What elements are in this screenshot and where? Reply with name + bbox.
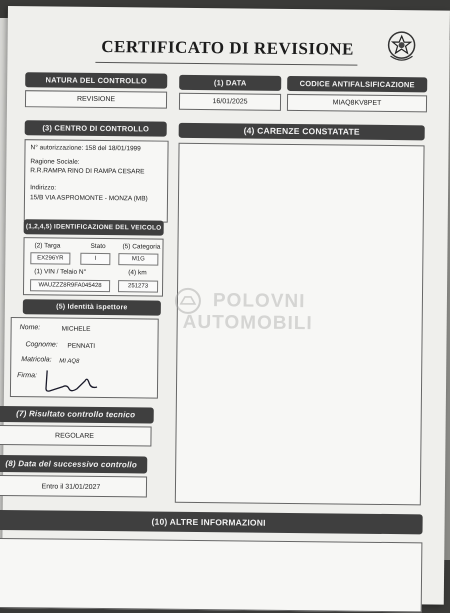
km-value: 251273 [118,280,158,292]
vin-value: WAUZZZ8R9FA045428 [30,279,110,292]
km-label: (4) km [128,269,147,277]
veicolo-box [23,237,164,296]
nome-value: MICHELE [61,325,91,333]
certificate-sheet [2,6,450,605]
cognome-label: Cognome: [25,341,58,349]
inspector-signature [41,366,101,395]
firma-label: Firma: [17,372,38,380]
matricola-value: MI AQ8 [59,358,80,365]
altre-header: (10) ALTRE INFORMAZIONI [0,510,423,534]
targa-label: (2) Targa [34,242,61,250]
watermark-line2: AUTOMOBILI [182,311,313,335]
cognome-value: PENNATI [67,342,96,350]
risultato-value: REGOLARE [0,425,152,447]
data-header: (1) DATA [179,75,281,91]
risultato-header: (7) Risultato controllo tecnico [0,406,154,424]
stato-value: I [80,253,110,265]
title-underline [95,62,357,66]
categoria-label: (5) Categoria [122,243,161,251]
nome-label: Nome: [19,324,41,332]
data-value: 16/01/2025 [179,93,281,111]
veicolo-header: (1,2,4,5) IDENTIFICAZIONE DEL VEICOLO [24,219,164,235]
matricola-label: Matricola: [21,356,52,364]
carenze-header: (4) CARENZE CONSTATATE [179,123,425,141]
ispettore-box [10,317,159,399]
natura-value: REVISIONE [25,90,167,108]
watermark-line1: POLOVNI [212,290,306,313]
italian-republic-emblem-icon [385,28,417,64]
categoria-value: M1G [118,253,158,265]
codice-header: CODICE ANTIFALSIFICAZIONE [287,76,427,92]
ragione-label: Ragione Sociale: [30,158,80,166]
vin-label: (1) VIN / Telaio N° [34,268,87,276]
indirizzo-value: 15/B VIA ASPROMONTE - MONZA (MB) [29,194,148,203]
centro-header: (3) CENTRO DI CONTROLLO [25,120,167,136]
stato-label: Stato [90,242,106,251]
centro-autorizzazione: N° autorizzazione: 158 del 18/01/1999 [30,144,141,153]
ispettore-header: (5) Identità ispettore [23,299,161,315]
centro-box [24,139,169,223]
targa-value: EX296YR [30,252,70,264]
document-title: CERTIFICATO DI REVISIONE [101,36,354,59]
successivo-value: Entro il 31/01/2027 [0,475,147,498]
watermark-text [183,290,313,335]
altre-box [0,538,422,612]
codice-value: MIAQ8KV8PET [287,94,427,112]
natura-header: NATURA DEL CONTROLLO [25,72,167,88]
indirizzo-label: Indirizzo: [30,184,57,192]
ragione-value: R.R.RAMPA RINO DI RAMPA CESARE [30,167,145,176]
successivo-header: (8) Data del successivo controllo [0,455,147,474]
